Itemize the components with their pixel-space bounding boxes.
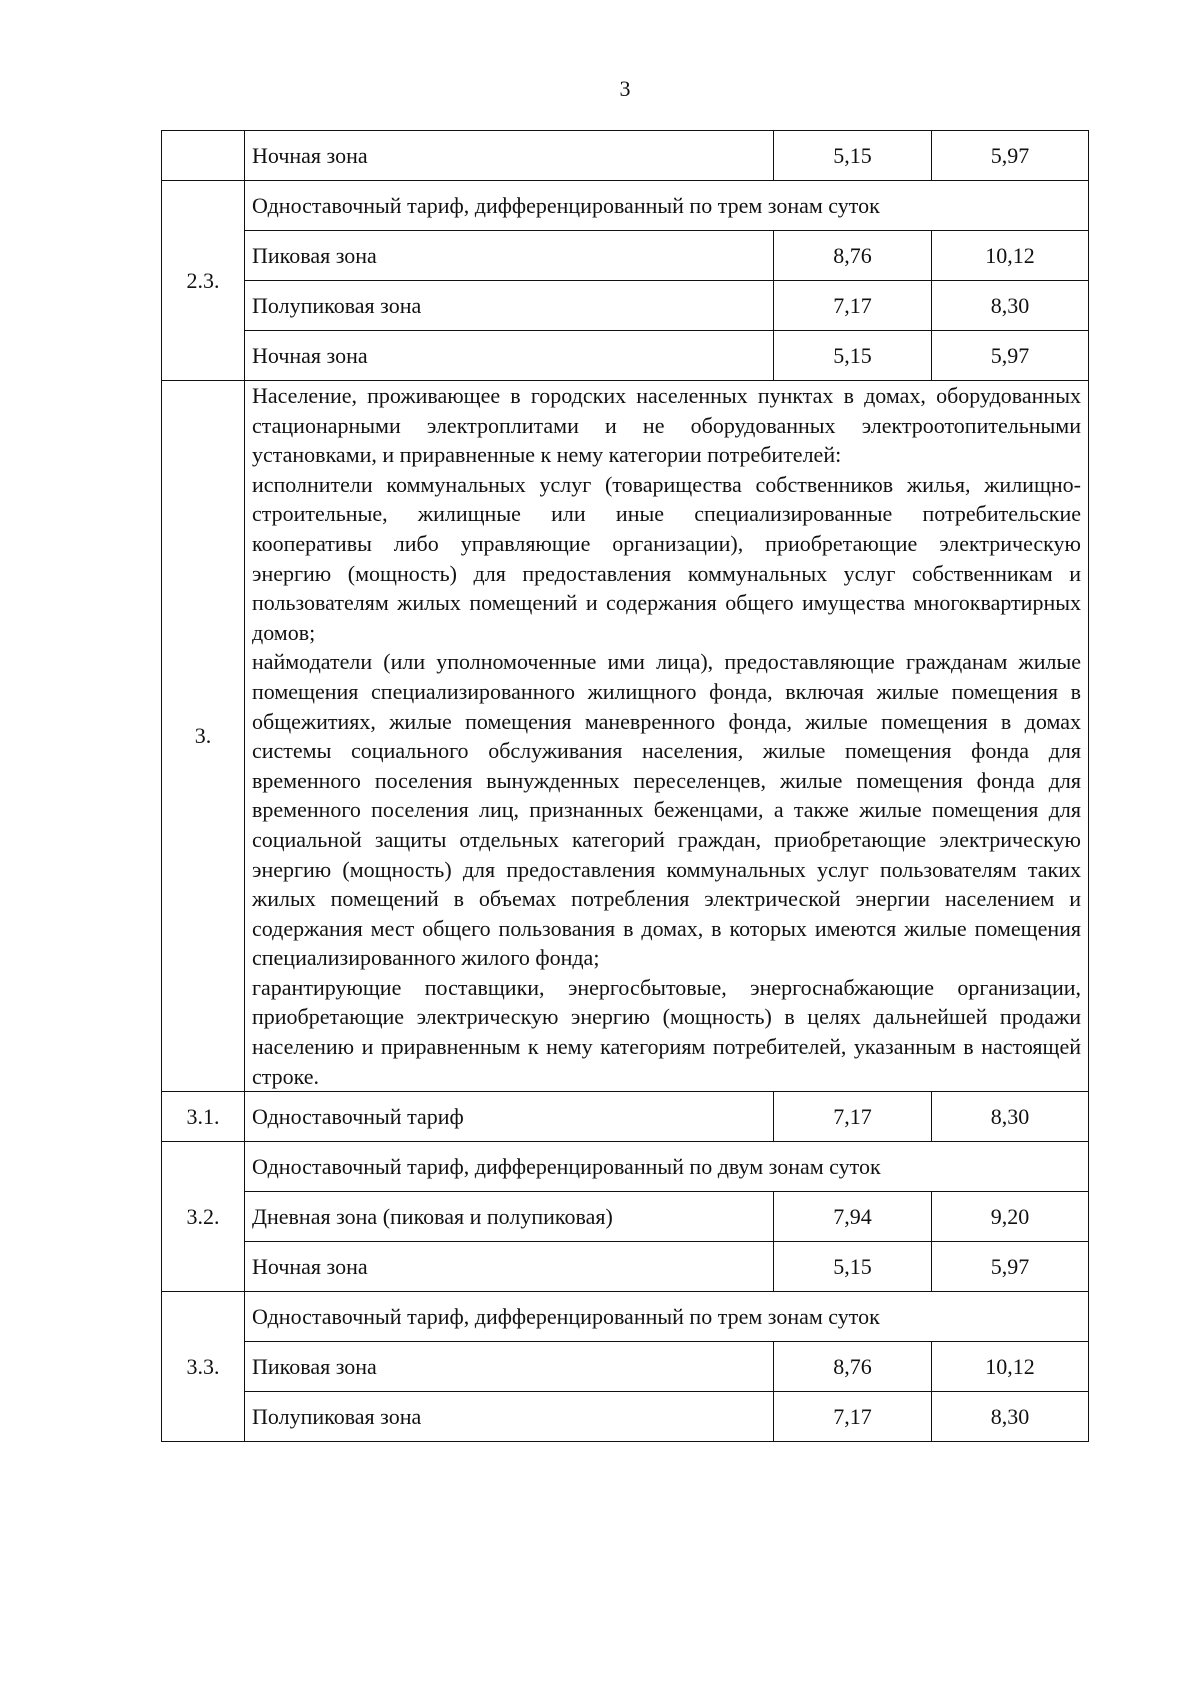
tariff-type-title: Одноставочный тариф, дифференцированный по трем зонам суток xyxy=(245,181,1089,231)
table-row xyxy=(162,1242,1089,1292)
tariff-value-1: 7,94 xyxy=(774,1192,932,1242)
tariff-type-title: Одноставочный тариф, дифференцированный по двум зонам суток xyxy=(245,1142,1089,1192)
description-paragraph: наймодатели (или уполномоченные ими лица), предоставляющие гражданам жилые помещения специализированного жилищного фонда, включая жилые помещения в общежитиях, жилые помещения маневренного фонда, жилые помещения в домах системы социального обслуживания населения, жилые помещения фонда для временного поселения вынужденных переселенцев, жилые помещения фонда для временного поселения лиц, признанных беженцами, а также жилые помещения для социальной защиты отдельных категорий граждан, приобретающие электрическую энергию (мощность) для предоставления коммунальных услуг пользователям таких жилых помещений в объемах потребления электрической энергии населением и содержания мест общего пользования в домах, в которых имеются жилые помещения специализированного жилого фонда; xyxy=(252,649,1081,971)
table-row xyxy=(162,1142,1089,1192)
description-paragraph: гарантирующие поставщики, энергосбытовые, энергоснабжающие организации, приобретающие электрическую энергию (мощность) в целях дальнейшей продажи населению и приравненным к нему категориям потребителей, указанным в настоящей строке. xyxy=(252,974,1081,1089)
tariff-value-2: 10,12 xyxy=(932,1342,1089,1392)
table-row xyxy=(162,1192,1089,1242)
table-row xyxy=(162,331,1089,381)
table-row xyxy=(162,131,1089,181)
zone-name: Полупиковая зона xyxy=(245,1392,774,1442)
tariff-value-1: 7,17 xyxy=(774,1392,932,1442)
table-row xyxy=(162,1342,1089,1392)
zone-name: Ночная зона xyxy=(245,331,774,381)
tariff-name: Одноставочный тариф xyxy=(245,1092,774,1142)
row-number: 3.3. xyxy=(162,1292,245,1442)
table-row xyxy=(162,1292,1089,1342)
tariff-value-1: 7,17 xyxy=(774,1092,932,1142)
row-number xyxy=(162,131,245,181)
tariff-type-title: Одноставочный тариф, дифференцированный по трем зонам суток xyxy=(245,1292,1089,1342)
tariff-value-1: 8,76 xyxy=(774,1342,932,1392)
tariff-value-2: 5,97 xyxy=(932,131,1089,181)
zone-name: Пиковая зона xyxy=(245,1342,774,1392)
tariff-value-2: 8,30 xyxy=(932,1092,1089,1142)
row-number: 3.2. xyxy=(162,1142,245,1292)
table-row xyxy=(162,281,1089,331)
zone-name: Ночная зона xyxy=(245,1242,774,1292)
table-row xyxy=(162,231,1089,281)
tariff-value-2: 10,12 xyxy=(932,231,1089,281)
zone-name: Ночная зона xyxy=(245,131,774,181)
description-paragraph: исполнители коммунальных услуг (товарищества собственников жилья, жилищно-строительные, жилищные или иные специализированные потребительские кооперативы либо управляющие организации), приобретающие электрическую энергию (мощность) для предоставления коммунальных услуг собственникам и пользователям жилых помещений и содержания общего имущества многоквартирных домов; xyxy=(252,471,1081,645)
row-number: 3.1. xyxy=(162,1092,245,1142)
tariff-value-2: 9,20 xyxy=(932,1192,1089,1242)
tariff-value-2: 8,30 xyxy=(932,281,1089,331)
page-number: 3 xyxy=(619,76,631,101)
zone-name: Пиковая зона xyxy=(245,231,774,281)
tariff-value-2: 5,97 xyxy=(932,1242,1089,1292)
description-paragraph: Население, проживающее в городских населенных пунктах в домах, оборудованных стационарными электроплитами и не оборудованных электроотопительными установками, и приравненные к нему категории потребителей: xyxy=(252,383,1081,468)
tariff-value-1: 8,76 xyxy=(774,231,932,281)
tariff-value-1: 5,15 xyxy=(774,131,932,181)
table-row xyxy=(162,381,1089,1092)
tariff-table xyxy=(161,130,1089,1442)
row-number: 2.3. xyxy=(162,181,245,381)
tariff-value-1: 5,15 xyxy=(774,1242,932,1292)
consumer-category-description xyxy=(245,381,1089,1092)
table-row xyxy=(162,1092,1089,1142)
table-row xyxy=(162,1392,1089,1442)
table-row xyxy=(162,181,1089,231)
zone-name: Дневная зона (пиковая и полупиковая) xyxy=(245,1192,774,1242)
tariff-value-2: 8,30 xyxy=(932,1392,1089,1442)
tariff-value-1: 5,15 xyxy=(774,331,932,381)
tariff-value-1: 7,17 xyxy=(774,281,932,331)
tariff-value-2: 5,97 xyxy=(932,331,1089,381)
row-number: 3. xyxy=(162,381,245,1092)
zone-name: Полупиковая зона xyxy=(245,281,774,331)
